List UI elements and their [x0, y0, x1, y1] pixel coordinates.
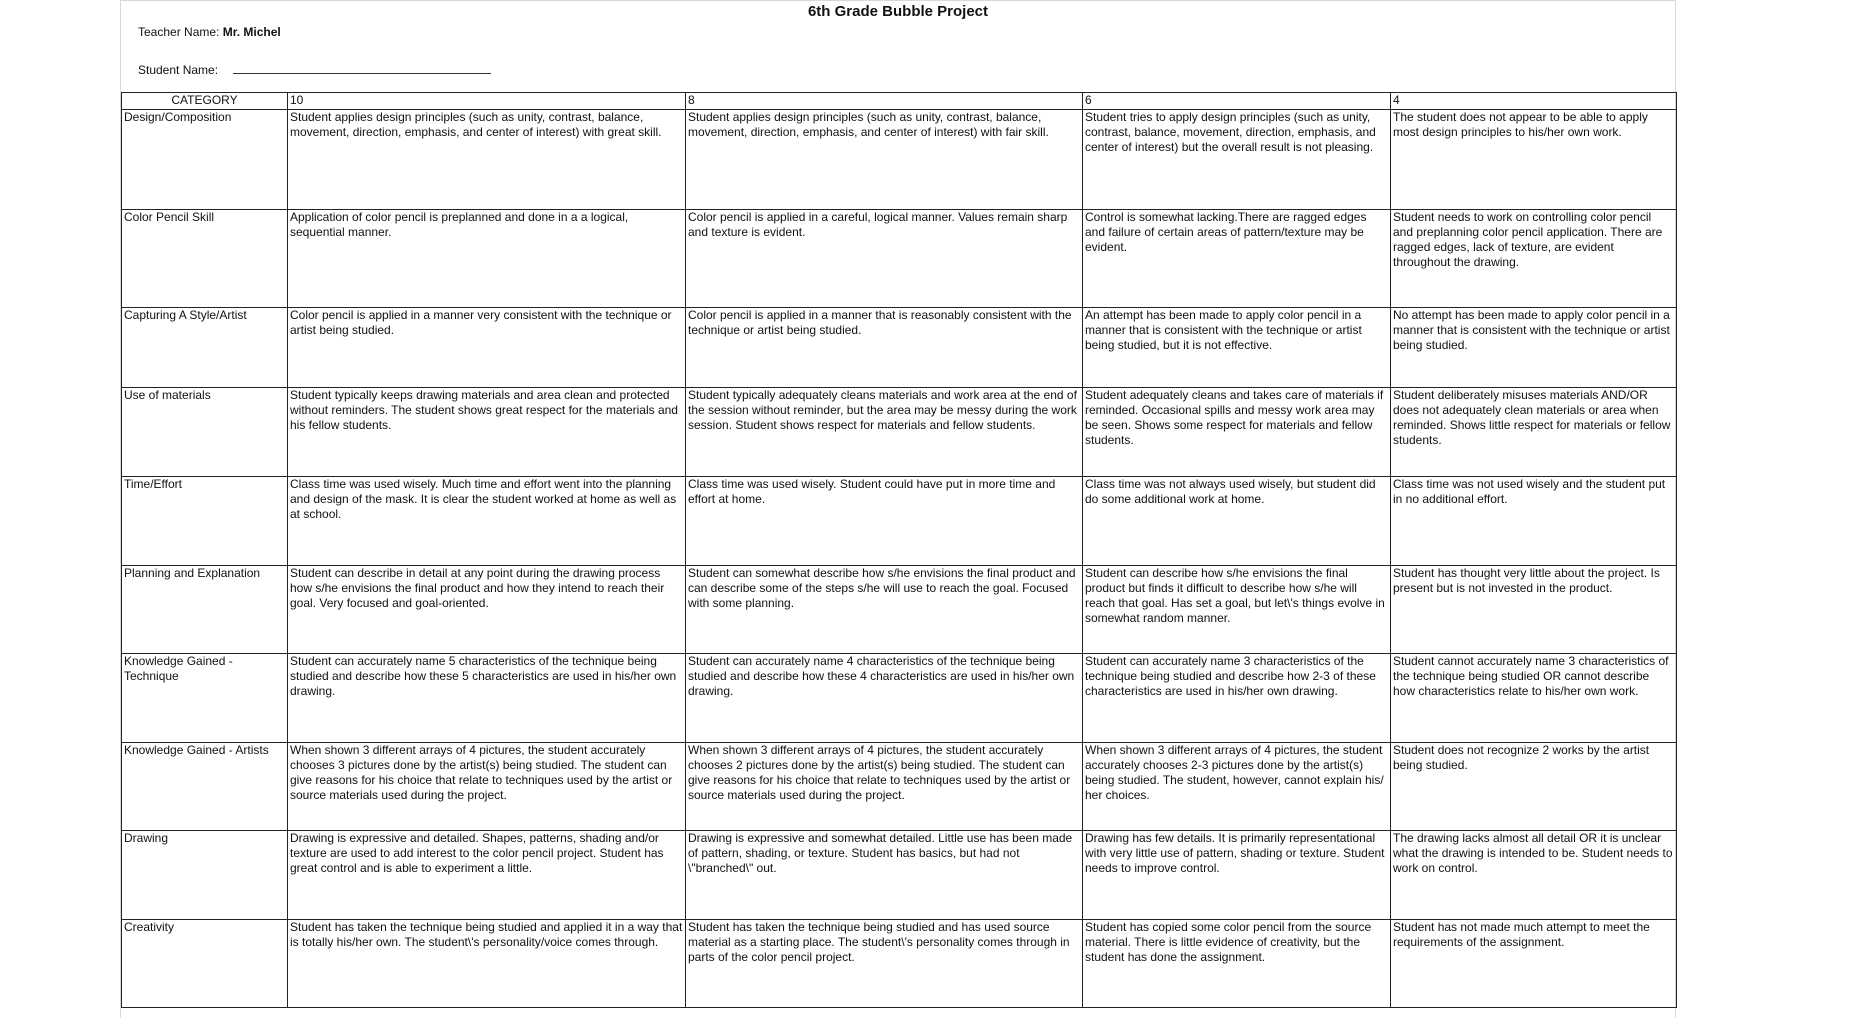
rubric-table — [121, 92, 1677, 1008]
rubric-row — [122, 743, 1677, 831]
cell-score-4: The student does not appear to be able to apply most design principles to his/her own work. — [1391, 110, 1677, 210]
cell-score-10: Student can describe in detail at any point during the drawing process how s/he envisions the final product and how they intend to reach their goal. Very focused and goal-oriented. — [288, 566, 686, 654]
cell-score-8: Drawing is expressive and somewhat detailed. Little use has been made of pattern, shading, or texture. Student has basics, but had not \"branched\" out. — [686, 831, 1083, 920]
row-category: Knowledge Gained - Technique — [122, 654, 288, 743]
cell-score-4: Student does not recognize 2 works by the artist being studied. — [1391, 743, 1677, 831]
header-score-10: 10 — [288, 93, 686, 110]
cell-score-4: Student needs to work on controlling color pencil and preplanning color pencil application. There are ragged edges, lack of texture, are evident throughout the drawing. — [1391, 210, 1677, 308]
cell-score-6: Class time was not always used wisely, but student did do some additional work at home. — [1083, 477, 1391, 566]
row-category: Color Pencil Skill — [122, 210, 288, 308]
cell-score-6: Student has copied some color pencil from the source material. There is little evidence of creativity, but the student has done the assignment. — [1083, 920, 1391, 1008]
cell-score-4: Student deliberately misuses materials AND/OR does not adequately clean materials or area when reminded. Shows little respect for materials or fellow students. — [1391, 388, 1677, 477]
cell-score-8: Student has taken the technique being studied and has used source material as a starting place. The student\'s personality comes through in parts of the color pencil project. — [686, 920, 1083, 1008]
row-category: Drawing — [122, 831, 288, 920]
row-category: Knowledge Gained - Artists — [122, 743, 288, 831]
cell-score-10: Student has taken the technique being studied and applied it in a way that is totally his/her own. The student\'s personality/voice comes through. — [288, 920, 686, 1008]
cell-score-10: Student typically keeps drawing materials and area clean and protected without reminders. The student shows great respect for the materials and his fellow students. — [288, 388, 686, 477]
cell-score-10: Student applies design principles (such as unity, contrast, balance, movement, direction, emphasis, and center of interest) with great skill. — [288, 110, 686, 210]
student-name-label: Student Name: — [138, 63, 219, 77]
header-score-8: 8 — [686, 93, 1083, 110]
teacher-name-line — [138, 25, 281, 39]
cell-score-6: Control is somewhat lacking.There are ragged edges and failure of certain areas of pattern/texture may be evident. — [1083, 210, 1391, 308]
cell-score-8: Color pencil is applied in a manner that is reasonably consistent with the technique or artist being studied. — [686, 308, 1083, 388]
cell-score-8: Color pencil is applied in a careful, logical manner. Values remain sharp and texture is evident. — [686, 210, 1083, 308]
row-category: Time/Effort — [122, 477, 288, 566]
cell-score-6: When shown 3 different arrays of 4 pictures, the student accurately chooses 2-3 pictures done by the artist(s) being studied. The student, however, cannot explain his/ her choices. — [1083, 743, 1391, 831]
cell-score-6: Student tries to apply design principles (such as unity, contrast, balance, movement, direction, emphasis, and center of interest) but the overall result is not pleasing. — [1083, 110, 1391, 210]
cell-score-4: Class time was not used wisely and the student put in no additional effort. — [1391, 477, 1677, 566]
cell-score-8: Student applies design principles (such as unity, contrast, balance, movement, direction, emphasis, and center of interest) with fair skill. — [686, 110, 1083, 210]
cell-score-8: Student can somewhat describe how s/he envisions the final product and can describe some of the steps s/he will use to reach the goal. Focused with some planning. — [686, 566, 1083, 654]
cell-score-10: Student can accurately name 5 characteristics of the technique being studied and describe how these 5 characteristics are used in his/her own drawing. — [288, 654, 686, 743]
cell-score-10: Drawing is expressive and detailed. Shapes, patterns, shading and/or texture are used to add interest to the color pencil project. Student has great control and is able to experiment a little. — [288, 831, 686, 920]
cell-score-10: Class time was used wisely. Much time and effort went into the planning and design of the mask. It is clear the student worked at home as well as at school. — [288, 477, 686, 566]
cell-score-4: Student cannot accurately name 3 characteristics of the technique being studied OR cannot describe how characteristics relate to his/her own work. — [1391, 654, 1677, 743]
cell-score-4: The drawing lacks almost all detail OR it is unclear what the drawing is intended to be. Student needs to work on control. — [1391, 831, 1677, 920]
cell-score-10: Application of color pencil is preplanned and done in a a logical, sequential manner. — [288, 210, 686, 308]
cell-score-10: Color pencil is applied in a manner very consistent with the technique or artist being studied. — [288, 308, 686, 388]
rubric-row — [122, 477, 1677, 566]
cell-score-6: An attempt has been made to apply color pencil in a manner that is consistent with the technique or artist being studied, but it is not effective. — [1083, 308, 1391, 388]
rubric-row — [122, 566, 1677, 654]
row-category: Use of materials — [122, 388, 288, 477]
cell-score-6: Student can describe how s/he envisions the final product but finds it difficult to describe how s/he will reach that goal. Has set a goal, but let\'s things evolve in somewhat random manner. — [1083, 566, 1391, 654]
row-category: Planning and Explanation — [122, 566, 288, 654]
rubric-row — [122, 388, 1677, 477]
student-name-line — [138, 61, 491, 77]
rubric-row — [122, 831, 1677, 920]
rubric-row — [122, 920, 1677, 1008]
cell-score-4: Student has thought very little about the project. Is present but is not invested in the product. — [1391, 566, 1677, 654]
cell-score-8: When shown 3 different arrays of 4 pictures, the student accurately chooses 2 pictures done by the artist(s) being studied. The student can give reasons for his choice that relate to techniques used by the artist or source materials used during the project. — [686, 743, 1083, 831]
rubric-header-row — [122, 93, 1677, 110]
rubric-row — [122, 308, 1677, 388]
cell-score-6: Student can accurately name 3 characteristics of the technique being studied and describe how 2-3 of these characteristics are used in his/her own drawing. — [1083, 654, 1391, 743]
row-category: Design/Composition — [122, 110, 288, 210]
rubric-row — [122, 210, 1677, 308]
cell-score-8: Student can accurately name 4 characteristics of the technique being studied and describe how these 4 characteristics are used in his/her own drawing. — [686, 654, 1083, 743]
header-score-6: 6 — [1083, 93, 1391, 110]
header-category: CATEGORY — [122, 93, 288, 110]
cell-score-8: Student typically adequately cleans materials and work area at the end of the session without reminder, but the area may be messy during the work session. Student shows respect for materials and fellow students. — [686, 388, 1083, 477]
row-category: Capturing A Style/Artist — [122, 308, 288, 388]
header-score-4: 4 — [1391, 93, 1677, 110]
teacher-name-value: Mr. Michel — [222, 25, 281, 39]
cell-score-6: Drawing has few details. It is primarily representational with very little use of pattern, shading or texture. Student needs to improve control. — [1083, 831, 1391, 920]
rubric-row — [122, 110, 1677, 210]
cell-score-10: When shown 3 different arrays of 4 pictures, the student accurately chooses 3 pictures done by the artist(s) being studied. The student can give reasons for his choice that relate to techniques used by the artist or source materials used during the project. — [288, 743, 686, 831]
document-page — [120, 0, 1676, 1018]
cell-score-4: Student has not made much attempt to meet the requirements of the assignment. — [1391, 920, 1677, 1008]
teacher-name-label: Teacher Name: — [138, 25, 220, 39]
student-name-blank — [233, 61, 491, 74]
cell-score-8: Class time was used wisely. Student could have put in more time and effort at home. — [686, 477, 1083, 566]
document-title: 6th Grade Bubble Project — [807, 3, 989, 20]
rubric-row — [122, 654, 1677, 743]
cell-score-4: No attempt has been made to apply color pencil in a manner that is consistent with the technique or artist being studied. — [1391, 308, 1677, 388]
cell-score-6: Student adequately cleans and takes care of materials if reminded. Occasional spills and messy work area may be seen. Shows some respect for materials and fellow students. — [1083, 388, 1391, 477]
row-category: Creativity — [122, 920, 288, 1008]
